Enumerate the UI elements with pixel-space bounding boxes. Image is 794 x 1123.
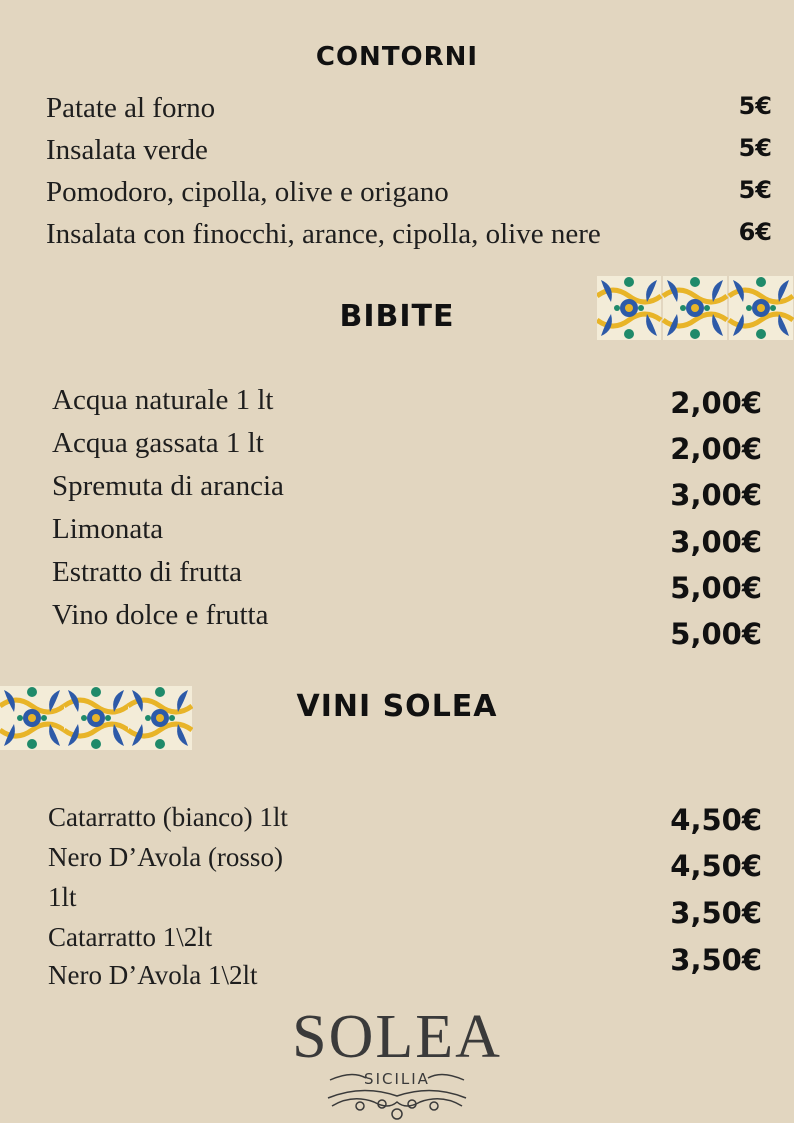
vini-item-name: Catarratto 1\2lt: [48, 922, 213, 952]
bibite-item-name: Vino dolce e frutta: [52, 599, 269, 631]
bibite-item-price: 3,00€: [670, 478, 762, 512]
contorni-item-name: Insalata con finocchi, arance, cipolla, olive nere: [46, 218, 601, 250]
contorni-item-price: 5€: [738, 92, 772, 120]
bibite-item-name: Limonata: [52, 513, 164, 545]
vini-item-price: 3,50€: [670, 943, 762, 977]
contorni-item-name: Insalata verde: [46, 134, 208, 166]
contorni-item-price: 5€: [738, 176, 772, 204]
contorni-item-name: Patate al forno: [46, 92, 216, 124]
contorni-item-price: 6€: [738, 218, 772, 246]
bibite-item-name: Estratto di frutta: [52, 556, 243, 588]
solea-logo-subtitle: SICILIA: [364, 1070, 430, 1088]
bibite-item-price: 5,00€: [670, 617, 762, 651]
bibite-title: BIBITE: [339, 299, 455, 334]
vini-item-price: 4,50€: [670, 849, 762, 883]
vini-item-name: Nero D’Avola (rosso): [48, 842, 283, 872]
bibite-item-price: 3,00€: [670, 525, 762, 559]
bibite-item-price: 2,00€: [670, 386, 762, 420]
solea-logo-wordmark: SOLEA: [292, 1003, 502, 1071]
vini-item-name: Nero D’Avola 1\2lt: [48, 960, 258, 990]
bibite-item-name: Acqua naturale 1 lt: [52, 384, 274, 416]
contorni-title: CONTORNI: [315, 42, 479, 72]
logo-ornament-icon: [322, 1066, 472, 1122]
vini-item-name: 1lt: [48, 882, 77, 912]
vini-item-name: Catarratto (bianco) 1lt: [48, 802, 288, 832]
bibite-item-name: Acqua gassata 1 lt: [52, 427, 264, 459]
bibite-item-name: Spremuta di arancia: [52, 470, 284, 502]
bibite-item-price: 5,00€: [670, 571, 762, 605]
contorni-item-name: Pomodoro, cipolla, olive e origano: [46, 176, 449, 208]
vini-title: VINI SOLEA: [296, 689, 498, 724]
contorni-item-price: 5€: [738, 134, 772, 162]
vini-item-price: 4,50€: [670, 803, 762, 837]
bibite-item-price: 2,00€: [670, 432, 762, 466]
vini-item-price: 3,50€: [670, 896, 762, 930]
